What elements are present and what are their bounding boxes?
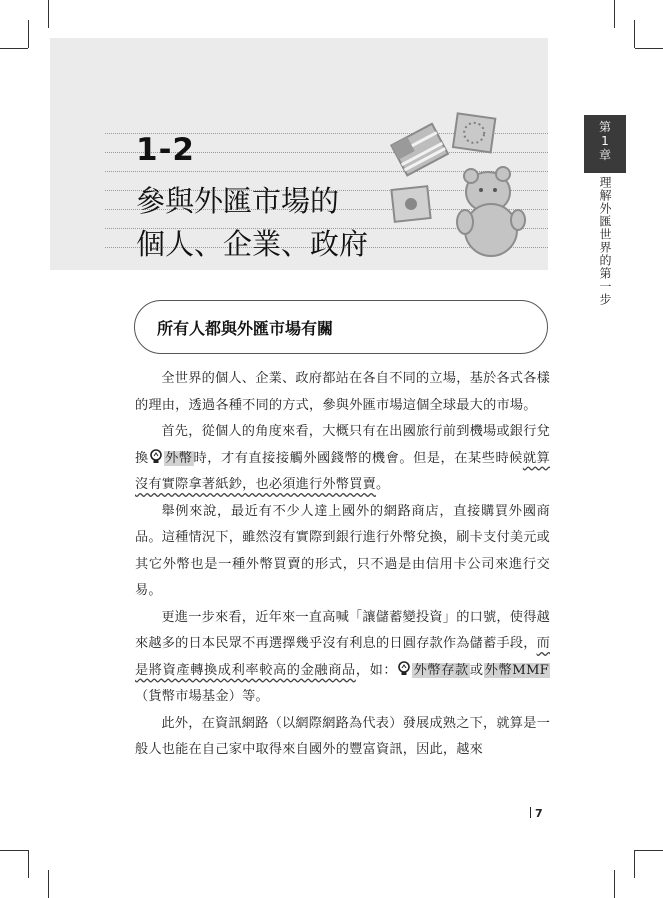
lightbulb-icon [149, 449, 163, 465]
paragraph-2-text: 首先，從個人的角度來看，大概只有在出國旅行前到機場或銀行兌換 [135, 424, 550, 466]
flag-decoration-icon [453, 113, 495, 152]
subheading-text: 所有人都與外匯市場有關 [157, 319, 334, 338]
page-number [530, 807, 543, 820]
paragraph-4-text: 或 [469, 662, 484, 678]
crop-mark [614, 870, 615, 898]
page-number-value: 7 [535, 807, 543, 820]
lightbulb-icon [397, 661, 411, 677]
crop-mark [28, 20, 29, 48]
chapter-title: 理解外匯世界的第一步 [598, 176, 612, 306]
crop-mark [28, 850, 29, 878]
emphasis-underline: 而是將資產轉換成利率較高的金融商品 [135, 636, 551, 678]
paragraph-4 [135, 605, 550, 711]
glossary-term[interactable]: 外幣存款 [413, 662, 469, 678]
crop-mark [0, 48, 28, 49]
chapter-tab-number: 1 [601, 134, 609, 148]
page-number-bar [530, 807, 531, 818]
paragraph-3: 舉例來說，最近有不少人達上國外的網路商店，直接購買外國商品。這種情況下，雖然沒有實際到銀行進行外幣兌換，刷卡支付美元或其它外幣也是一種外幣買賣的形式，只不過是由信用卡公司來進行交易。 [135, 503, 551, 598]
paragraph-2-text: 時，才有直接接觸外國錢幣的機會。但是，在某些時候 [193, 450, 523, 466]
chapter-tab [584, 115, 626, 173]
flag-decoration-icon [391, 186, 430, 222]
section-number: 1-2 [136, 132, 196, 168]
bear-illustration-icon [457, 167, 525, 256]
section-title-line2: 個人、企業、政府 [136, 227, 369, 261]
paragraph-5: 此外，在資訊網路（以網際網路為代表）發展成熟之下，就算是一般人也能在自己家中取得來自國外的豐富資訊，因此，越來 [135, 715, 550, 757]
glossary-term[interactable]: 外幣 [164, 450, 193, 466]
crop-mark [614, 0, 615, 28]
glossary-term[interactable]: 外幣MMF [484, 662, 550, 678]
paragraph-2-text: 。 [375, 477, 390, 492]
crop-mark [635, 48, 663, 49]
crop-mark [0, 850, 28, 851]
crop-mark [48, 870, 49, 898]
emphasis-underline: 就算沒有實際拿著紙鈔，也必須進行外幣買賣 [135, 450, 551, 492]
paragraph-1: 全世界的個人、企業、政府都站在各自不同的立場，基於各式各樣的理由，透過各種不同的方式，參與外匯市場這個全球最大的市場。 [135, 371, 550, 413]
paragraph-4-text: （貨幣市場基金）等。 [135, 689, 269, 704]
section-title-line1: 參與外匯市場的 [136, 184, 340, 218]
crop-mark [634, 850, 635, 878]
chapter-tab-bottom: 章 [598, 148, 611, 162]
crop-mark [48, 0, 49, 28]
paragraph-2 [135, 419, 550, 499]
chapter-tab-top: 第 [598, 120, 611, 134]
subheading-box [134, 300, 548, 354]
crop-mark [634, 20, 635, 48]
flag-decoration-icon [383, 112, 533, 260]
body-text [135, 366, 550, 764]
paragraph-4-text: ，如： [355, 662, 398, 678]
paragraph-4-text: 更進一步來看，近年來一直高喊「讓儲蓄變投資」的口號，使得越來越多的日本民眾不再選擇幾乎沒有利息的日圓存款作為儲蓄手段， [135, 609, 550, 651]
flag-decoration-icon [391, 124, 448, 176]
crop-mark [635, 850, 663, 851]
